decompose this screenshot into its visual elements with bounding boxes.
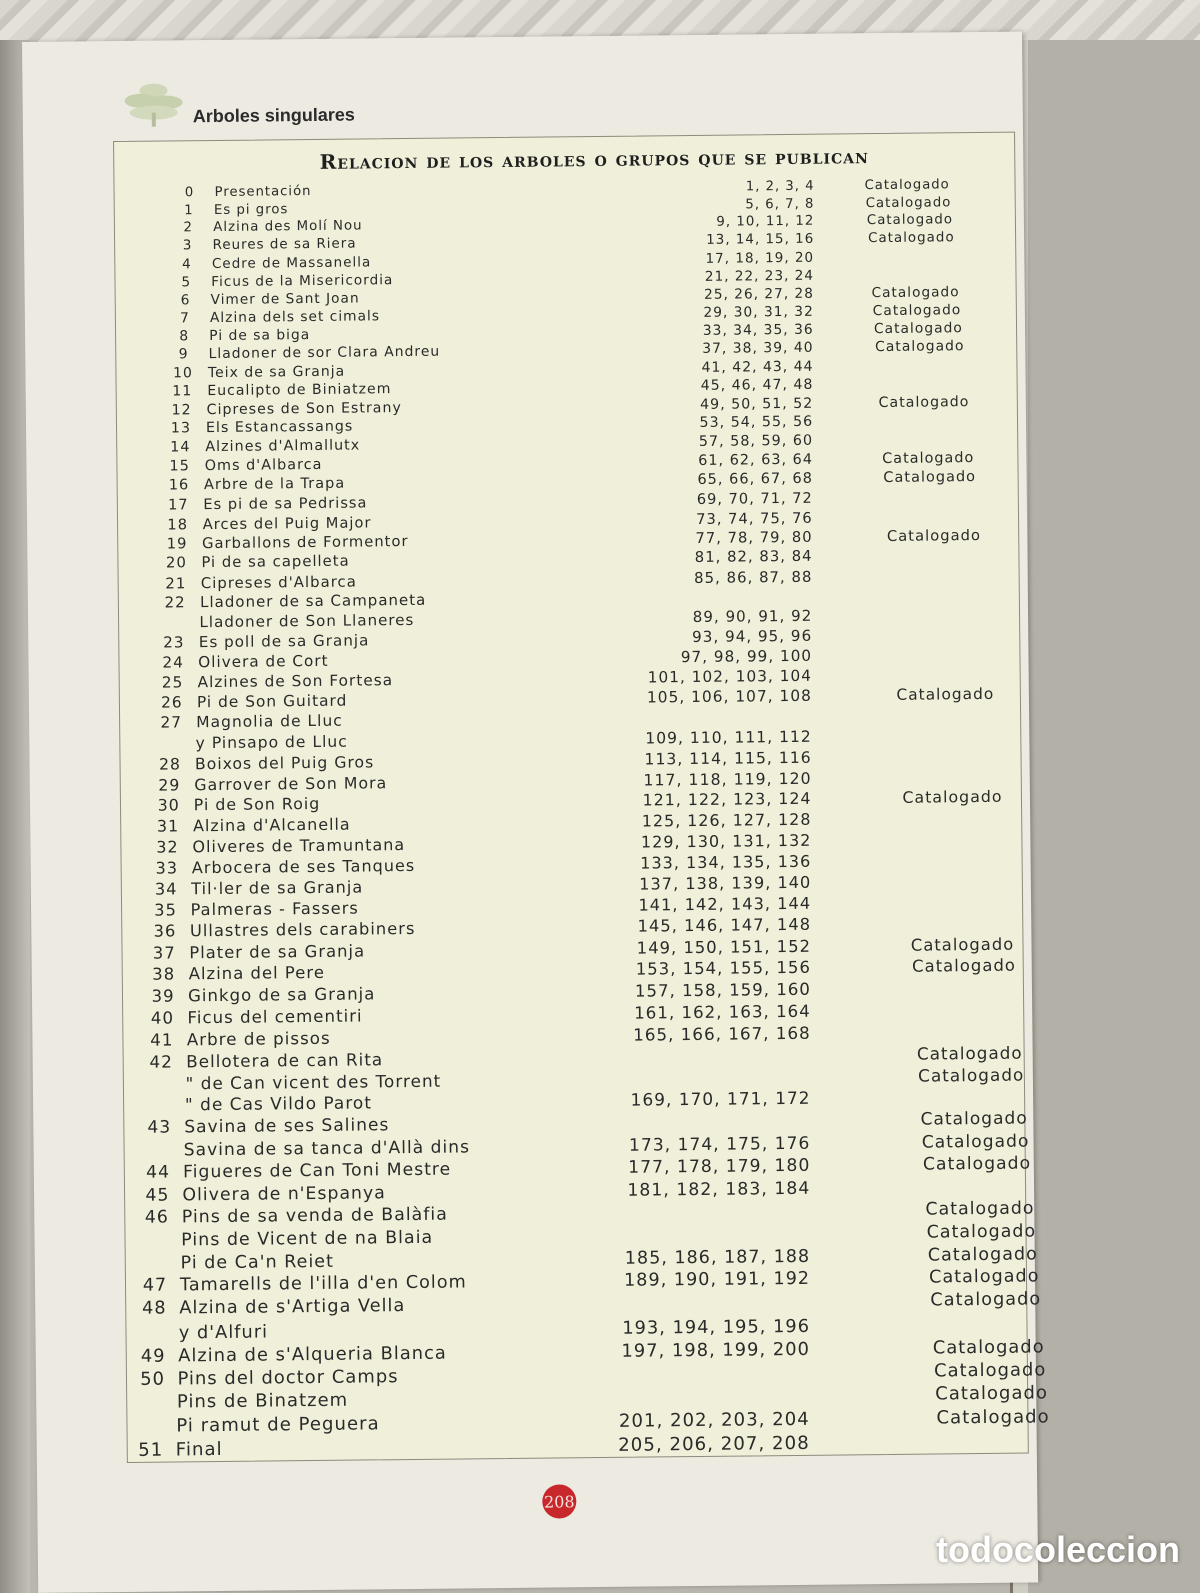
row-pages: 169, 170, 171, 172 xyxy=(630,1088,811,1111)
row-name: Arbocera de ses Tanques xyxy=(191,855,416,878)
row-pages: 113, 114, 115, 116 xyxy=(644,747,812,769)
row-status: Catalogado xyxy=(910,934,1015,955)
row-name: Plater de sa Granja xyxy=(189,941,366,963)
row-number: 15 xyxy=(169,458,190,475)
row-name: Arces del Puig Major xyxy=(202,513,372,533)
row-pages: 197, 198, 199, 200 xyxy=(621,1338,811,1362)
row-name: Ficus del cementiri xyxy=(187,1005,363,1027)
row-number: 30 xyxy=(157,795,180,816)
row-name: " de Cas Vildo Parot xyxy=(184,1093,373,1116)
row-name: Arbre de pissos xyxy=(186,1028,331,1050)
row-name: Lladoner de Son Llaneres xyxy=(199,611,415,632)
row-name: Pins de Binatzem xyxy=(176,1390,349,1413)
row-number: 37 xyxy=(152,943,176,963)
row-name: Palmeras - Fassers xyxy=(190,898,359,920)
watermark: todocoleccion xyxy=(935,1529,1180,1570)
row-pages: 53, 54, 55, 56 xyxy=(699,414,814,432)
row-name: Alzines d'Almallutx xyxy=(205,437,361,456)
row-name: Oms d'Albarca xyxy=(204,457,323,475)
row-pages: 117, 118, 119, 120 xyxy=(643,768,812,790)
row-pages: 73, 74, 75, 76 xyxy=(696,509,813,528)
row-name: Ullastres dels carabiners xyxy=(189,919,416,941)
row-status: Catalogado xyxy=(936,1406,1050,1429)
row-pages: 149, 150, 151, 152 xyxy=(636,936,812,958)
row-pages: 29, 30, 31, 32 xyxy=(703,303,814,321)
row-status: Catalogado xyxy=(925,1198,1035,1220)
row-number: 40 xyxy=(150,1007,175,1028)
row-pages: 89, 90, 91, 92 xyxy=(692,606,813,627)
row-name: Cedre de Massanella xyxy=(211,253,372,272)
book-page xyxy=(22,32,1050,1593)
row-pages: 105, 106, 107, 108 xyxy=(646,686,813,707)
row-number: 38 xyxy=(152,964,176,984)
row-name: Presentación xyxy=(214,183,312,200)
row-name: Alzina de s'Alqueria Blanca xyxy=(178,1342,447,1367)
row-pages: 17, 18, 19, 20 xyxy=(705,249,815,267)
row-number: 19 xyxy=(166,535,188,553)
row-status: Catalogado xyxy=(872,301,962,319)
row-pages: 81, 82, 83, 84 xyxy=(694,548,813,567)
row-status: Catalogado xyxy=(920,1108,1028,1131)
row-pages: 25, 26, 27, 28 xyxy=(704,285,814,303)
row-status: Catalogado xyxy=(935,1382,1049,1405)
row-status: Catalogado xyxy=(921,1131,1030,1153)
table-title: Relacion de los arboles o grupos que se publican xyxy=(319,144,869,174)
row-name: Alzina d'Alcanella xyxy=(192,814,351,836)
row-status: Catalogado xyxy=(873,320,963,337)
row-pages: 61, 62, 63, 64 xyxy=(698,451,814,470)
row-number: 17 xyxy=(167,496,189,514)
row-number: 41 xyxy=(150,1029,174,1050)
row-name: Arbre de la Trapa xyxy=(203,475,346,494)
row-name: Magnolia de Lluc xyxy=(196,712,343,732)
row-pages: 193, 194, 195, 196 xyxy=(622,1315,811,1339)
row-pages: 5, 6, 7, 8 xyxy=(745,196,815,212)
table-rows xyxy=(115,177,1050,1461)
row-pages: 41, 42, 43, 44 xyxy=(701,358,814,376)
row-number: 43 xyxy=(147,1117,172,1139)
row-pages: 33, 34, 35, 36 xyxy=(702,321,814,339)
row-name: Alzina de s'Artiga Vella xyxy=(179,1296,406,1319)
row-status: Catalogado xyxy=(882,450,975,468)
row-pages: 77, 78, 79, 80 xyxy=(695,528,813,547)
row-pages: 173, 174, 175, 176 xyxy=(628,1133,811,1156)
row-number: 27 xyxy=(160,713,183,732)
row-name: Pi de sa biga xyxy=(209,326,311,344)
row-status: Catalogado xyxy=(918,1064,1025,1086)
row-number: 3 xyxy=(182,238,193,254)
row-name: Final xyxy=(175,1438,223,1460)
row-number: 28 xyxy=(158,754,182,774)
row-pages: 145, 146, 147, 148 xyxy=(637,915,812,937)
row-status: Catalogado xyxy=(878,393,970,411)
row-status: Catalogado xyxy=(930,1289,1042,1311)
row-name: Savina de ses Salines xyxy=(184,1115,390,1138)
row-pages: 129, 130, 131, 132 xyxy=(640,830,812,852)
row-pages: 125, 126, 127, 128 xyxy=(641,809,812,831)
row-pages: 85, 86, 87, 88 xyxy=(694,567,813,587)
row-pages: 45, 46, 47, 48 xyxy=(700,376,814,394)
row-number: 45 xyxy=(145,1185,170,1206)
row-number: 49 xyxy=(140,1345,166,1367)
row-pages: 109, 110, 111, 112 xyxy=(645,727,812,748)
row-name: Savina de sa tanca d'Allà dins xyxy=(183,1137,471,1161)
row-pages: 157, 158, 159, 160 xyxy=(634,979,811,1001)
row-number: 39 xyxy=(151,986,175,1006)
row-number: 13 xyxy=(170,420,192,437)
row-name: Bellotera de can Rita xyxy=(186,1049,384,1072)
row-name: Lladoner de sa Campaneta xyxy=(200,591,427,612)
row-name: Olivera de n'Espanya xyxy=(182,1182,386,1205)
row-name: Figueres de Can Toni Mestre xyxy=(182,1159,452,1183)
row-name: Reures de sa Riera xyxy=(212,236,357,253)
row-number: 48 xyxy=(142,1298,167,1320)
row-name: Cipreses d'Albarca xyxy=(200,572,357,593)
row-status: Catalogado xyxy=(933,1359,1047,1382)
row-number: 23 xyxy=(163,633,185,652)
row-number: 26 xyxy=(160,693,183,712)
row-name: Els Estancassangs xyxy=(205,418,354,437)
row-pages: 141, 142, 143, 144 xyxy=(638,893,812,915)
row-name: Alzina dels set cimals xyxy=(209,307,381,326)
row-pages: 205, 206, 207, 208 xyxy=(618,1432,810,1456)
row-status: Catalogado xyxy=(875,338,965,356)
row-name: Pins de Vicent de na Blaia xyxy=(181,1227,434,1251)
row-number: 11 xyxy=(172,383,193,400)
page-number-badge: 208 xyxy=(542,1484,576,1518)
row-pages: 101, 102, 103, 104 xyxy=(647,666,813,687)
row-name: Boixos del Puig Gros xyxy=(194,752,375,774)
row-status: Catalogado xyxy=(867,230,955,246)
row-name: Pi de Son Guitard xyxy=(196,691,348,712)
row-status: Catalogado xyxy=(922,1153,1032,1175)
row-number: 16 xyxy=(168,477,190,494)
row-name: Pi de Son Roig xyxy=(193,794,321,815)
table-panel xyxy=(113,132,1050,1463)
row-number: 46 xyxy=(144,1207,169,1228)
row-name: Pi ramut de Peguera xyxy=(176,1413,380,1437)
row-number: 31 xyxy=(156,816,180,836)
row-number: 21 xyxy=(165,574,187,593)
row-pages: 21, 22, 23, 24 xyxy=(704,267,815,285)
row-status: Catalogado xyxy=(896,685,995,705)
row-pages: 161, 162, 163, 164 xyxy=(634,1001,811,1023)
row-status: Catalogado xyxy=(911,955,1017,976)
row-name: Cipreses de Son Estrany xyxy=(206,399,402,418)
row-status: Catalogado xyxy=(871,283,960,301)
row-pages: 201, 202, 203, 204 xyxy=(618,1408,810,1432)
row-name: Es poll de sa Granja xyxy=(198,631,370,652)
row-status: Catalogado xyxy=(883,469,977,487)
row-pages: 185, 186, 187, 188 xyxy=(624,1246,811,1269)
row-number: 12 xyxy=(171,401,192,419)
row-number: 36 xyxy=(153,921,177,942)
row-name: Alzines de Son Fortesa xyxy=(197,671,394,692)
row-name: Es pi de sa Pedrissa xyxy=(203,494,368,514)
row-pages: 97, 98, 99, 100 xyxy=(680,646,813,667)
row-number: 2 xyxy=(183,220,194,236)
row-status: Catalogado xyxy=(932,1336,1045,1359)
row-status: Catalogado xyxy=(865,194,952,211)
row-number: 22 xyxy=(164,593,186,613)
row-pages: 65, 66, 67, 68 xyxy=(697,470,813,489)
row-pages: 177, 178, 179, 180 xyxy=(628,1155,811,1178)
row-number: 47 xyxy=(142,1275,168,1297)
row-number: 44 xyxy=(146,1162,171,1183)
row-number: 18 xyxy=(167,515,189,534)
row-name: Ginkgo de sa Granja xyxy=(187,984,376,1006)
row-pages: 121, 122, 123, 124 xyxy=(642,789,812,810)
row-number: 6 xyxy=(180,291,191,308)
row-pages: 37, 38, 39, 40 xyxy=(702,339,814,358)
row-pages: 49, 50, 51, 52 xyxy=(700,395,814,413)
tree-icon xyxy=(118,78,189,129)
row-name: Olivera de Cort xyxy=(198,651,329,672)
row-pages: 1, 2, 3, 4 xyxy=(745,178,815,195)
row-name: Pins del doctor Camps xyxy=(177,1366,399,1390)
row-name: " de Can vicent des Torrent xyxy=(185,1070,442,1094)
row-pages: 181, 182, 183, 184 xyxy=(627,1178,811,1201)
row-name: Pins de sa venda de Balàfia xyxy=(181,1204,448,1228)
row-number: 10 xyxy=(172,364,193,381)
row-status: Catalogado xyxy=(902,787,1003,808)
row-name: Oliveres de Tramuntana xyxy=(192,835,406,857)
row-number: 5 xyxy=(181,273,192,290)
row-number: 32 xyxy=(156,837,179,857)
row-name: Ficus de la Misericordia xyxy=(211,271,394,290)
row-pages: 93, 94, 95, 96 xyxy=(692,626,813,647)
row-status: Catalogado xyxy=(916,1042,1023,1064)
row-pages: 13, 14, 15, 16 xyxy=(706,231,815,248)
row-number: 29 xyxy=(158,775,181,795)
row-number: 42 xyxy=(149,1051,173,1072)
row-number: 4 xyxy=(182,255,192,272)
row-number: 1 xyxy=(184,202,194,218)
row-status: Catalogado xyxy=(866,212,954,229)
row-status: Catalogado xyxy=(927,1243,1038,1266)
row-number: 8 xyxy=(179,328,190,345)
row-status: Catalogado xyxy=(928,1266,1040,1289)
row-pages: 133, 134, 135, 136 xyxy=(640,851,812,873)
row-number: 0 xyxy=(184,185,195,201)
row-pages: 165, 166, 167, 168 xyxy=(633,1023,811,1045)
row-name: Alzina del Pere xyxy=(188,963,326,984)
row-name: y Pinsapo de Lluc xyxy=(195,732,348,752)
row-name: Lladoner de sor Clara Andreu xyxy=(208,343,441,363)
row-name: Pi de sa capelleta xyxy=(201,552,350,572)
row-pages: 153, 154, 155, 156 xyxy=(635,958,812,979)
row-status: Catalogado xyxy=(886,526,982,545)
row-name: Teix de sa Granja xyxy=(207,363,346,381)
row-name: Garrover de Son Mora xyxy=(194,772,388,794)
row-status: Catalogado xyxy=(926,1221,1037,1243)
row-number: 34 xyxy=(154,879,178,899)
row-number: 35 xyxy=(154,900,177,920)
row-number: 9 xyxy=(178,346,189,363)
row-pages: 57, 58, 59, 60 xyxy=(698,432,814,451)
row-number: 24 xyxy=(162,653,184,672)
row-pages: 189, 190, 191, 192 xyxy=(623,1269,811,1292)
section-title: Arboles singulares xyxy=(192,104,355,127)
row-pages: 9, 10, 11, 12 xyxy=(716,213,815,230)
row-number: 25 xyxy=(161,673,184,692)
row-name: y d'Alfuri xyxy=(178,1321,269,1343)
row-number: 33 xyxy=(155,858,179,878)
row-number: 14 xyxy=(170,439,191,456)
row-name: Vimer de Sant Joan xyxy=(210,289,360,308)
row-number: 20 xyxy=(165,554,187,572)
row-name: Garballons de Formentor xyxy=(201,532,409,553)
row-number: 7 xyxy=(179,309,190,326)
row-name: Pi de Ca'n Reiet xyxy=(180,1251,335,1273)
row-name: Alzina des Molí Nou xyxy=(213,218,363,236)
row-name: Es pi gros xyxy=(213,201,289,218)
row-name: Til·ler de sa Granja xyxy=(191,877,364,899)
row-number: 51 xyxy=(138,1439,164,1461)
row-pages: 69, 70, 71, 72 xyxy=(696,490,813,509)
row-status: Catalogado xyxy=(864,177,950,194)
row-pages: 137, 138, 139, 140 xyxy=(639,872,812,894)
row-name: Eucalipto de Biniatzem xyxy=(207,381,392,400)
row-number: 50 xyxy=(140,1368,166,1390)
row-name: Tamarells de l'illa d'en Colom xyxy=(179,1272,467,1296)
